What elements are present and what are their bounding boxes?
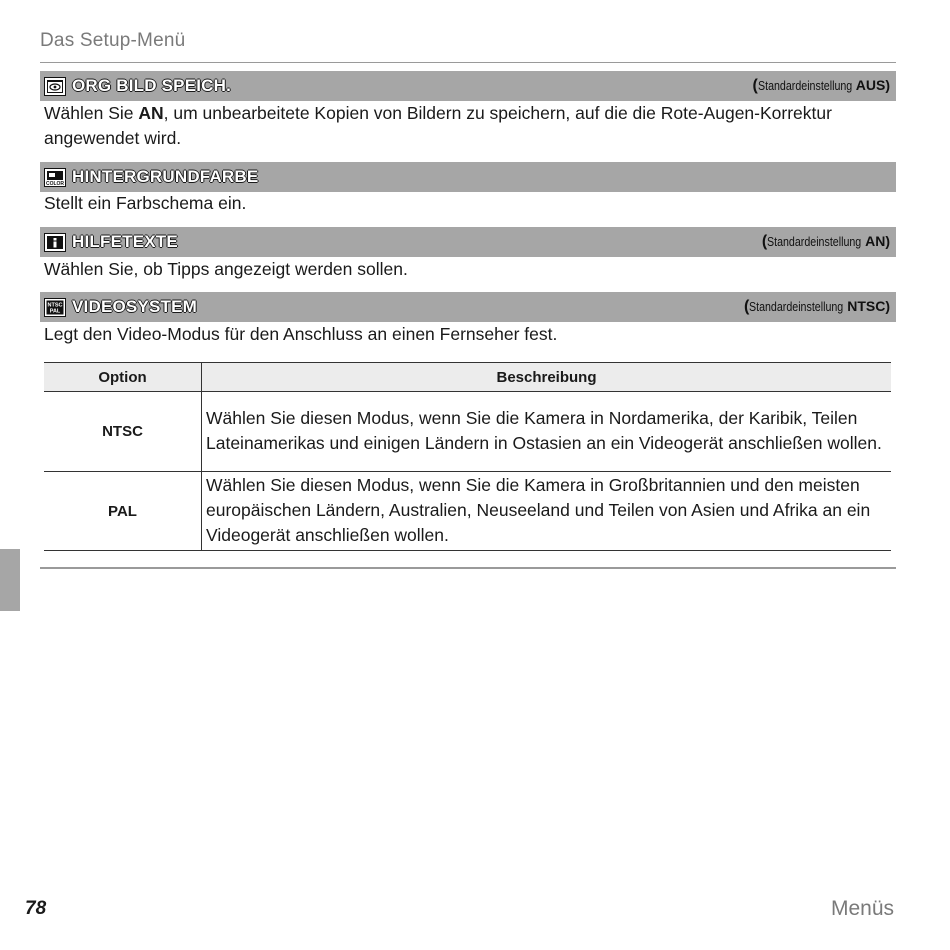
- section-description: Stellt ein Farbschema ein.: [44, 193, 247, 213]
- table-row: [44, 392, 891, 472]
- footer-rule: [40, 567, 896, 569]
- default-setting-value: NTSC): [847, 298, 890, 314]
- section-title: ORG BILD SPEICH.: [72, 76, 232, 95]
- default-setting-value: AN): [865, 233, 890, 249]
- original-picture-icon: [44, 76, 66, 96]
- ntsc-pal-icon: [44, 297, 66, 317]
- chapter-name: Menüs: [830, 897, 894, 920]
- svg-text:COLOR: COLOR: [45, 180, 65, 187]
- default-setting-label: Standardeinstellung: [749, 299, 844, 314]
- table-header-row: [44, 363, 891, 392]
- default-setting-label: Standardeinstellung: [757, 78, 853, 93]
- table-row: [44, 472, 891, 551]
- chapter-side-tab: [0, 549, 20, 611]
- svg-text:NTSC: NTSC: [47, 302, 63, 308]
- page-number: 78: [25, 898, 47, 919]
- background-color-icon: [44, 167, 66, 187]
- help-info-icon: [44, 232, 66, 252]
- header-rule: [40, 62, 896, 63]
- table-cell-description: Wählen Sie diesen Modus, wenn Sie die Kamera in Nordamerika, der Karibik, Teilen Lateinamerikas und einigen Ländern in Ostasien an ein Videogerät anschließen wollen.: [202, 392, 892, 472]
- section-description: Wählen Sie, ob Tipps angezeigt werden sollen.: [44, 259, 408, 279]
- table-header-option: Option: [44, 363, 202, 392]
- default-setting-label: Standardeinstellung: [767, 234, 862, 249]
- page-header-title: Das Setup-Menü: [40, 30, 186, 51]
- section-description: Wählen Sie AN, um unbearbeitete Kopien von Bildern zu speichern, auf die die Rote-Augen-Korrektur angewendet wird.: [44, 103, 832, 148]
- table-header-description: Beschreibung: [202, 363, 892, 392]
- default-setting-value: AUS): [855, 77, 890, 93]
- default-setting: ( Standardeinstellung AN): [761, 233, 890, 250]
- section-title: HINTERGRUNDFARBE: [72, 167, 259, 186]
- svg-text:PAL: PAL: [49, 308, 61, 314]
- table-cell-description: Wählen Sie diesen Modus, wenn Sie die Kamera in Großbritannien und den meisten europäischen Ländern, Australien, Neuseeland und Teilen von Asien und Afrika an ein Videogerät anschließen wollen.: [202, 472, 892, 551]
- section-bar-hilfetexte: [40, 227, 896, 257]
- section-bar-videosystem: [40, 292, 896, 322]
- default-setting: ( Standardeinstellung NTSC): [743, 298, 890, 315]
- table-cell-option: NTSC: [44, 392, 202, 472]
- section-bar-org-bild-speich: [40, 71, 896, 101]
- video-system-options-table: [44, 362, 891, 551]
- section-title: VIDEOSYSTEM: [72, 297, 198, 316]
- section-bar-hintergrundfarbe: [40, 162, 896, 192]
- section-title: HILFETEXTE: [72, 232, 178, 251]
- table-cell-option: PAL: [44, 472, 202, 551]
- section-description: Legt den Video-Modus für den Anschluss an einen Fernseher fest.: [44, 324, 558, 344]
- default-setting: ( Standardeinstellung AUS): [752, 77, 890, 94]
